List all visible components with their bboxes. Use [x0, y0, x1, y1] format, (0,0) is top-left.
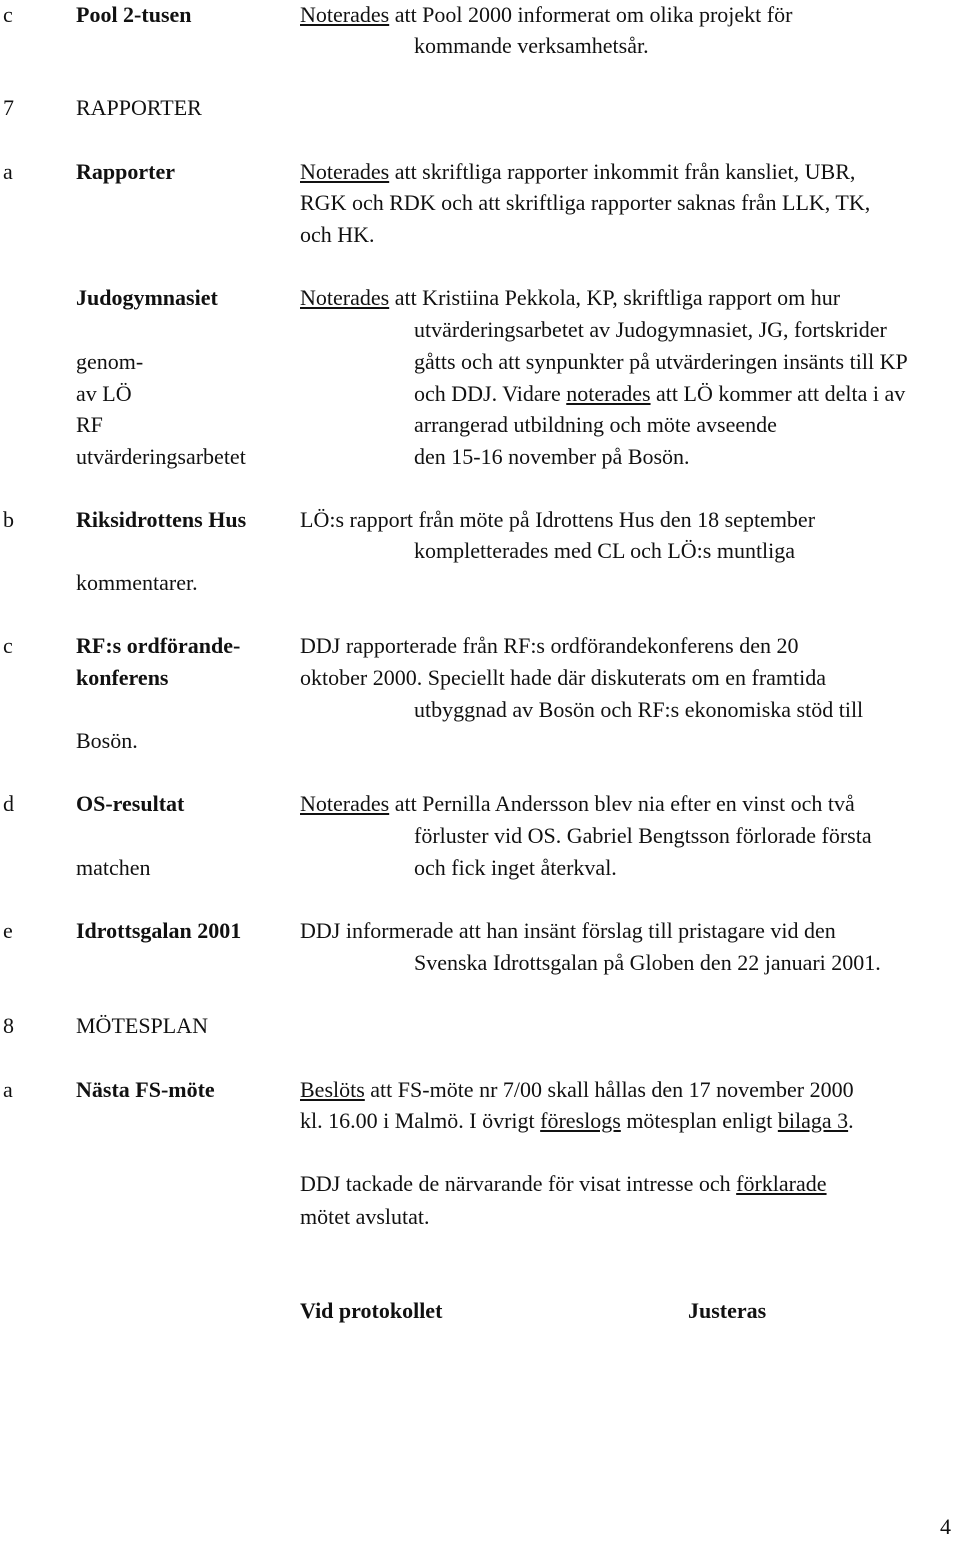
- item-title: OS-resultat: [76, 791, 185, 816]
- paragraph-line: kompletterades med CL och LÖ:s muntliga: [414, 538, 796, 563]
- keyword: förklarade: [736, 1171, 827, 1196]
- paragraph-line: mötet avslutat.: [300, 1204, 430, 1229]
- item-title: Rapporter: [76, 159, 175, 184]
- item-title: konferens: [76, 665, 169, 690]
- item-title: Idrottsgalan 2001: [76, 918, 242, 943]
- item-title: Pool 2-tusen: [76, 2, 192, 27]
- margin-text: RF: [76, 412, 103, 437]
- paragraph-line: den 15-16 november på Bosön.: [414, 444, 690, 469]
- keyword: noterades: [566, 381, 651, 406]
- paragraph-line: Beslöts att FS-möte nr 7/00 skall hållas den 17 november 2000: [300, 1077, 854, 1102]
- item-letter: c: [3, 2, 13, 27]
- margin-text: kommentarer.: [76, 570, 198, 595]
- section-number: 8: [3, 1013, 14, 1038]
- paragraph-line: LÖ:s rapport från möte på Idrottens Hus den 18 september: [300, 507, 816, 532]
- item-title: Nästa FS-möte: [76, 1077, 215, 1102]
- item-title: Riksidrottens Hus: [76, 507, 247, 532]
- item-title: RF:s ordförande-: [76, 633, 241, 658]
- paragraph-line: Noterades att Pernilla Andersson blev nia efter en vinst och två: [300, 791, 855, 816]
- margin-text: Bosön.: [76, 728, 138, 753]
- item-letter: e: [3, 918, 13, 943]
- paragraph-line: oktober 2000. Speciellt hade där diskuterats om en framtida: [300, 665, 827, 690]
- item-title: Judogymnasiet: [76, 285, 218, 310]
- keyword: Noterades: [300, 791, 390, 816]
- item-letter: a: [3, 159, 13, 184]
- paragraph-line: DDJ tackade de närvarande för visat intresse och förklarade: [300, 1171, 827, 1196]
- paragraph-line: förluster vid OS. Gabriel Bengtsson förlorade första: [414, 823, 872, 848]
- paragraph-line: DDJ informerade att han insänt förslag till pristagare vid den: [300, 918, 836, 943]
- signature-label-right: Justeras: [688, 1298, 767, 1323]
- paragraph-line: gåtts och att synpunkter på utvärderingen insänts till KP: [414, 349, 908, 374]
- keyword: föreslogs: [540, 1108, 621, 1133]
- margin-text: matchen: [76, 855, 151, 880]
- paragraph-line: DDJ rapporterade från RF:s ordförandekonferens den 20: [300, 633, 799, 658]
- keyword: Beslöts: [300, 1077, 365, 1102]
- paragraph-line: arrangerad utbildning och möte avseende: [414, 412, 777, 437]
- margin-text: genom-: [76, 349, 144, 374]
- paragraph-line: och fick inget återkval.: [414, 855, 617, 880]
- margin-text: utvärderingsarbetet: [76, 444, 246, 469]
- item-letter: b: [3, 507, 14, 532]
- keyword: Noterades: [300, 2, 390, 27]
- item-letter: d: [3, 791, 14, 816]
- paragraph-line: utbyggnad av Bosön och RF:s ekonomiska stöd till: [414, 697, 864, 722]
- paragraph-line: Noterades att Pool 2000 informerat om olika projekt för: [300, 2, 793, 27]
- page-number: 4: [940, 1514, 951, 1539]
- margin-text: av LÖ: [76, 381, 132, 406]
- paragraph-line: och HK.: [300, 222, 375, 247]
- section-heading: MÖTESPLAN: [76, 1013, 209, 1038]
- paragraph-line: RGK och RDK och att skriftliga rapporter saknas från LLK, TK,: [300, 190, 871, 215]
- paragraph-line: Noterades att skriftliga rapporter inkommit från kansliet, UBR,: [300, 159, 856, 184]
- attachment-reference: bilaga 3: [777, 1108, 849, 1133]
- item-letter: a: [3, 1077, 13, 1102]
- paragraph-line: och DDJ. Vidare noterades att LÖ kommer att delta i av: [414, 381, 906, 406]
- signature-label-left: Vid protokollet: [300, 1298, 443, 1323]
- paragraph-line: utvärderingsarbetet av Judogymnasiet, JG, fortskrider: [414, 317, 887, 342]
- keyword: Noterades: [300, 159, 390, 184]
- paragraph-line: kommande verksamhetsår.: [414, 33, 649, 58]
- keyword: Noterades: [300, 285, 390, 310]
- section-number: 7: [3, 95, 14, 120]
- paragraph-line: Noterades att Kristiina Pekkola, KP, skriftliga rapport om hur: [300, 285, 841, 310]
- paragraph-line: kl. 16.00 i Malmö. I övrigt föreslogs mötesplan enligt bilaga 3.: [300, 1108, 854, 1133]
- paragraph-line: Svenska Idrottsgalan på Globen den 22 januari 2001.: [414, 950, 881, 975]
- section-heading: RAPPORTER: [76, 95, 202, 120]
- item-letter: c: [3, 633, 13, 658]
